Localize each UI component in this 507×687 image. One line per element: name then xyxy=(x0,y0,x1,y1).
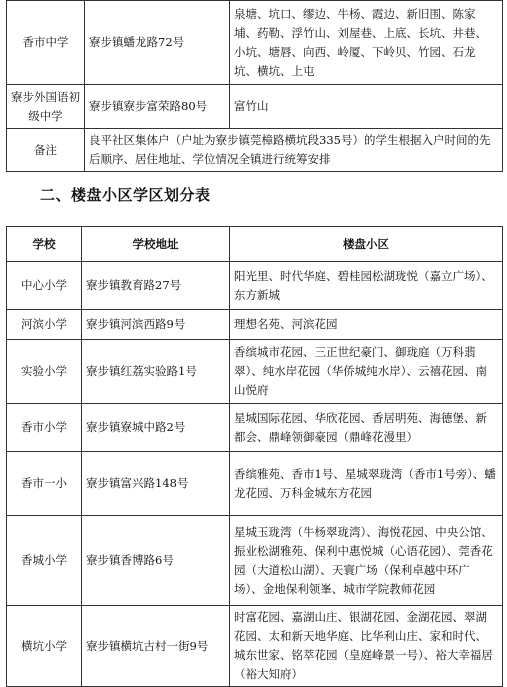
school-address: 寮步镇寮城中路2号 xyxy=(82,404,230,452)
header-estates: 楼盘小区 xyxy=(230,227,503,262)
school-name: 香市小学 xyxy=(7,404,82,452)
estate-list: 理想名苑、河滨花园 xyxy=(230,310,503,340)
school-name: 横坑小学 xyxy=(7,606,82,687)
school-name: 香市中学 xyxy=(7,1,85,85)
school-address: 寮步镇富兴路148号 xyxy=(82,452,230,516)
table-row xyxy=(7,85,503,129)
section-title: 二、楼盘小区学区划分表 xyxy=(40,186,211,204)
table-header-row xyxy=(7,227,503,262)
school-name: 河滨小学 xyxy=(7,310,82,340)
table-row xyxy=(7,1,503,85)
estate-list: 香缤雅苑、香市1号、星城翠珑湾（香市1号旁）、蟠龙花园、万科金城东方花园 xyxy=(230,452,503,516)
estate-list: 星城国际花园、华欣花园、香居明苑、海德堡、新都会、鼎峰领御豪园（鼎峰花漫里） xyxy=(230,404,503,452)
school-address: 寮步镇红荔实验路1号 xyxy=(82,340,230,404)
school-address: 寮步镇寮步富荣路80号 xyxy=(85,85,230,129)
school-address: 寮步镇香博路6号 xyxy=(82,516,230,606)
school-name: 香城小学 xyxy=(7,516,82,606)
table-row xyxy=(7,310,503,340)
table-row xyxy=(7,452,503,516)
district-area: 泉塘、坑口、缪边、牛杨、霞边、新旧围、陈家埔、药勒、浮竹山、刘屋巷、上底、长坑、井巷、小坑、塘唇、向西、岭厦、下岭贝、竹园、石龙坑、横坑、上屯 xyxy=(230,1,503,85)
school-address: 寮步镇横坑古村一街9号 xyxy=(82,606,230,687)
estate-list: 阳光里、时代华庭、碧桂园松湖珑悦（嘉立广场）、东方新城 xyxy=(230,262,503,310)
school-name: 香市一小 xyxy=(7,452,82,516)
note-label: 备注 xyxy=(7,129,85,172)
note-text: 良平社区集体户（户址为寮步镇莞樟路横坑段335号）的学生根据入户时间的先后顺序、居住地址、学位情况全镇进行统筹安排 xyxy=(85,129,503,172)
estate-list: 星城玉珑湾（牛杨翠珑湾）、海悦花园、中央公馆、振业松湖雅苑、保利中惠悦城（心语花园）、莞香花园（大道松山湖）、天寰广场（保利卓越中环广场）、金地保利领峯、城市学院教师花园 xyxy=(230,516,503,606)
table-row xyxy=(7,516,503,606)
estate-list: 香缤城市花园、三正世纪豪门、御珑庭（万科翡翠）、纯水岸花园（华侨城纯水岸）、云禧花园、南山悦府 xyxy=(230,340,503,404)
school-name: 中心小学 xyxy=(7,262,82,310)
header-school: 学校 xyxy=(7,227,82,262)
school-district-table-top xyxy=(6,0,503,172)
table-row xyxy=(7,404,503,452)
school-name: 寮步外国语初级中学 xyxy=(7,85,85,129)
district-area: 富竹山 xyxy=(230,85,503,129)
school-address: 寮步镇河滨西路9号 xyxy=(82,310,230,340)
school-name: 实验小学 xyxy=(7,340,82,404)
school-address: 寮步镇教育路27号 xyxy=(82,262,230,310)
estate-district-table xyxy=(6,226,503,687)
table-row xyxy=(7,262,503,310)
school-address: 寮步镇蟠龙路72号 xyxy=(85,1,230,85)
table-row xyxy=(7,340,503,404)
estate-list: 时富花园、嘉湖山庄、银湖花园、金湖花园、翠湖花园、太和新天地华庭、比华利山庄、家和时代、城东世家、铭萃花园（皇庭峰景一号）、裕大幸福居（裕大知府） xyxy=(230,606,503,687)
header-address: 学校地址 xyxy=(82,227,230,262)
note-row xyxy=(7,129,503,172)
table-row xyxy=(7,606,503,687)
